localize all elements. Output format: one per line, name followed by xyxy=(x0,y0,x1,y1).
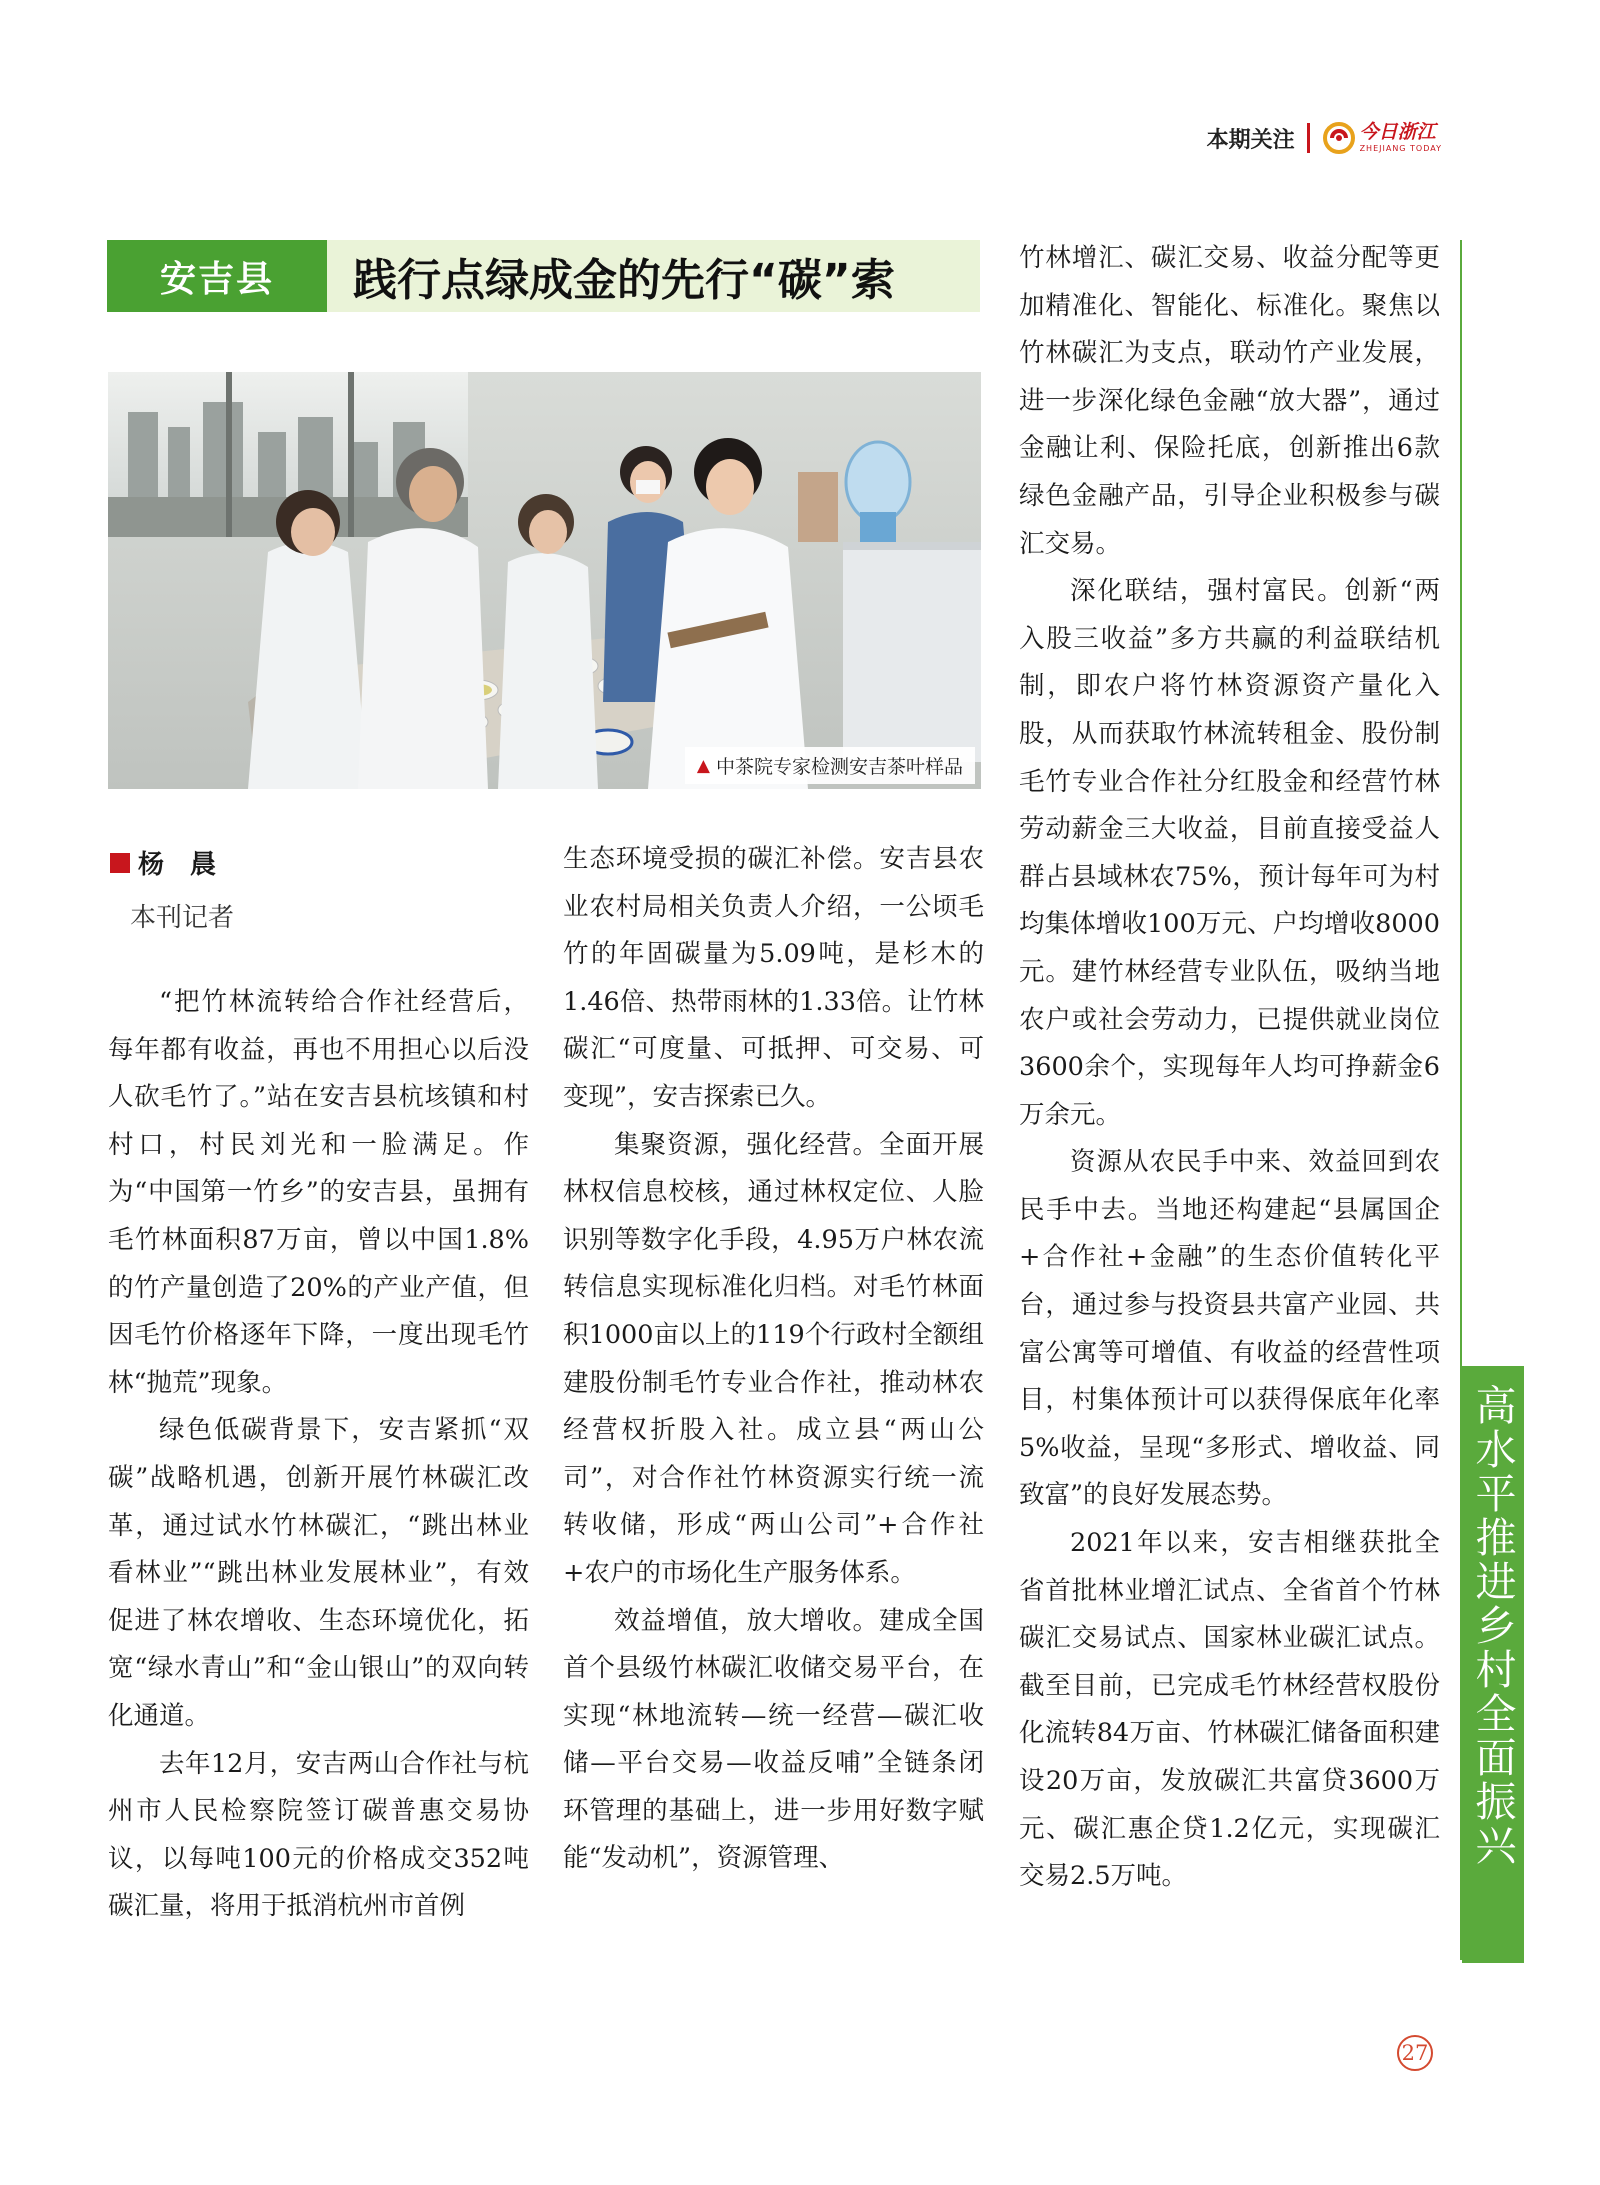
paragraph: 深化联结，强村富民。创新“两入股三收益”多方共赢的利益联结机制，即农户将竹林资源资产量化入股，从而获取竹林流转租金、股份制毛竹专业合作社分红股金和经营竹林劳动薪金三大收益，目前直接受益人群占县域林农75%，预计每年可为村均集体增收100万元、户均增收8000元。建竹林经营专业队伍，吸纳当地农户或社会劳动力，已提供就业岗位3600余个，实现每年人均可挣薪金6万余元。 xyxy=(1019,576,1440,1130)
author-name: 杨 晨 xyxy=(138,850,217,880)
paragraph: 绿色低碳背景下，安吉紧抓“双碳”战略机遇，创新开展竹林碳汇改革，通过试水竹林碳汇，“跳出林业看林业”“跳出林业发展林业”，有效促进了林农增收、生态环境优化，拓宽“绿水青山”和“金山银山”的双向转化通道。 xyxy=(108,1415,529,1731)
byline-square-icon xyxy=(110,853,130,873)
paragraph: 生态环境受损的碳汇补偿。安吉县农业农村局相关负责人介绍，一公顷毛竹的年固碳量为5.09吨，是杉木的1.46倍、热带雨林的1.33倍。让竹林碳汇“可度量、可抵押、可交易、可变现”，安吉探索已久。 xyxy=(563,844,984,1112)
section-label: 本期关注 xyxy=(1206,127,1295,153)
county-tag xyxy=(107,240,327,312)
page-number: 27 xyxy=(1397,2035,1433,2071)
byline xyxy=(110,844,234,934)
photo-caption xyxy=(685,747,975,784)
article-title-bar xyxy=(107,240,980,312)
paragraph: “把竹林流转给合作社经营后，每年都有收益，再也不用担心以后没人砍毛竹了。”站在安吉县杭垓镇和村村口，村民刘光和一脸满足。作为“中国第一竹乡”的安吉县，虽拥有毛竹林面积87万亩，曾以中国1.8%的竹产量创造了20%的产业产值，但因毛竹价格逐年下降，一度出现毛竹林“抛荒”现象。 xyxy=(108,987,529,1398)
caption-text: 中茶院专家检测安吉茶叶样品 xyxy=(715,756,963,778)
author-line xyxy=(110,844,234,881)
logo-swirl-icon xyxy=(1322,121,1356,155)
text-column-1 xyxy=(108,979,529,1931)
county-name: 安吉县 xyxy=(159,258,274,300)
paragraph: 竹林增汇、碳汇交易、收益分配等更加精准化、智能化、标准化。聚焦以竹林碳汇为支点，联动竹产业发展，进一步深化绿色金融“放大器”，通过金融让利、保险托底，创新推出6款绿色金融产品，引导企业积极参与碳汇交易。 xyxy=(1019,243,1440,559)
paragraph: 去年12月，安吉两山合作社与杭州市人民检察院签订碳普惠交易协议，以每吨100元的价格成交352吨碳汇量，将用于抵消杭州市首例 xyxy=(108,1748,529,1922)
section-side-tab xyxy=(1462,1366,1524,1963)
author-role: 本刊记者 xyxy=(130,903,235,933)
paragraph: 资源从农民手中来、效益回到农民手中去。当地还构建起“县属国企+合作社+金融”的生态价值转化平台，通过参与投资县共富产业园、共富公寓等可增值、有收益的经营性项目，村集体预计可以获得保底年化率5%收益，呈现“多形式、增收益、同致富”的良好发展态势。 xyxy=(1019,1147,1440,1511)
text-column-3 xyxy=(1019,235,1440,1901)
tea-tasting-lab-scene xyxy=(108,372,981,789)
logo-chinese-text: 今日浙江 xyxy=(1359,121,1436,143)
paragraph: 效益增值，放大增收。建成全国首个县级竹林碳汇收储交易平台，在实现“林地流转—统一经营—碳汇收储—平台交易—收益反哺”全链条闭环管理的基础上，进一步用好数字赋能“发动机”，资源管理、 xyxy=(563,1605,984,1874)
text-column-2 xyxy=(563,836,984,1883)
paragraph: 集聚资源，强化经营。全面开展林权信息校核，通过林权定位、人脸识别等数字化手段，4.95万户林农流转信息实现标准化归档。对毛竹林面积1000亩以上的119个行政村全额组建股份制毛竹专业合作社，推动林农经营权折股入社。成立县“两山公司”，对合作社竹林资源实行统一流转收储，形成“两山公司”+合作社+农户的市场化生产服务体系。 xyxy=(563,1129,984,1588)
header-divider xyxy=(1307,123,1310,153)
caption-triangle-icon: ▲ xyxy=(696,755,710,776)
paragraph: 2021年以来，安吉相继获批全省首批林业增汇试点、全省首个竹林碳汇交易试点、国家林业碳汇试点。截至目前，已完成毛竹林经营权股份化流转84万亩、竹林碳汇储备面积建设20万亩，发放碳汇共富贷3600万元、碳汇惠企贷1.2亿元，实现碳汇交易2.5万吨。 xyxy=(1019,1528,1440,1892)
magazine-logo xyxy=(1322,121,1442,155)
side-tab-text: 高水平推进乡村全面振兴 xyxy=(1468,1384,1517,1868)
article-photo xyxy=(108,372,981,789)
page-header xyxy=(1207,118,1442,158)
logo-english-text: ZHEJIANG TODAY xyxy=(1359,144,1442,153)
article-title: 践行点绿成金的先行“碳”索 xyxy=(353,255,895,306)
